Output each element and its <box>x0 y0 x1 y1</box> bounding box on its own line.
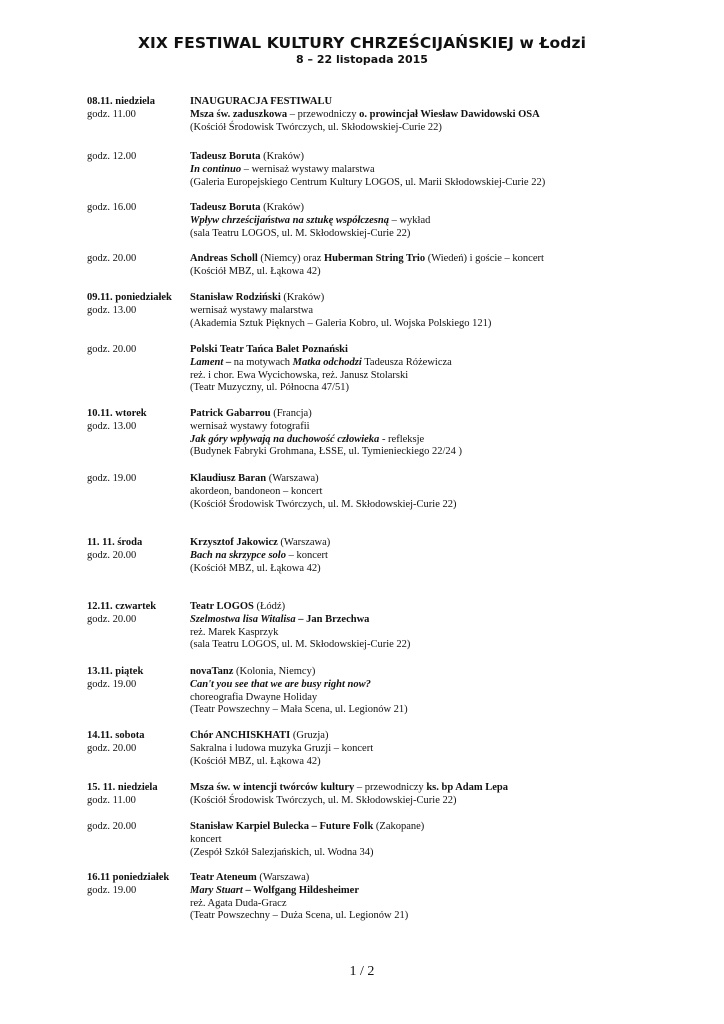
event-line <box>190 821 710 834</box>
event-time: godz. 20.00 <box>87 821 137 832</box>
event-line <box>190 499 710 512</box>
event-description <box>190 473 710 511</box>
event-date-time <box>87 253 187 266</box>
event-text: Patrick Gabarrou <box>190 408 271 419</box>
event-line <box>190 215 710 228</box>
event-day: 11. 11. środa <box>87 537 143 548</box>
event-line <box>190 164 710 177</box>
event-date-time <box>87 473 187 486</box>
event-line <box>190 782 710 795</box>
event-text: Chór ANCHISKHATI <box>190 730 291 741</box>
event-line <box>190 357 710 370</box>
event-line <box>190 795 710 808</box>
event-date-time <box>87 537 187 563</box>
event-text: koncert <box>190 833 222 845</box>
event-time: godz. 19.00 <box>87 678 137 690</box>
event-text: Huberman String Trio <box>323 253 426 264</box>
event-line <box>190 318 710 331</box>
event-line <box>190 305 710 318</box>
event-text: o. prowincjał Wiesław Dawidowski OSA <box>359 108 540 120</box>
event-time: godz. 12.00 <box>87 151 137 162</box>
event-text: (Kościół MBZ, ul. Łąkowa 42) <box>190 755 321 767</box>
event-text: Stanisław Karpiel Bulecka – Future Folk <box>190 821 374 832</box>
event-time: godz. 20.00 <box>87 253 137 264</box>
event-text: Wpływ chrześcijaństwa na sztukę współczesną <box>190 214 389 226</box>
event-text: – wykład <box>388 214 431 226</box>
event-description <box>190 408 710 459</box>
event-line <box>190 382 710 395</box>
event-day: 12.11. czwartek <box>87 601 157 612</box>
page-number: 1 / 2 <box>349 964 375 979</box>
event-text: (Wiedeń) i goście – koncert <box>425 253 544 264</box>
event-date-time <box>87 601 187 627</box>
event-description <box>190 730 710 768</box>
event-line <box>190 550 710 563</box>
event-text: Mary Stuart <box>190 884 243 896</box>
event-text: Klaudiusz Baran <box>190 473 267 484</box>
event-text: Tadeusz Boruta <box>190 151 261 162</box>
event-text: Lament <box>190 356 224 368</box>
event-text: - refleksje <box>379 433 425 445</box>
event-day: 15. 11. niedziela <box>87 782 158 793</box>
event-text: – koncert <box>285 549 328 561</box>
event-text: – <box>223 356 234 368</box>
event-line <box>190 614 710 627</box>
event-text: (Gruzja) <box>290 730 329 741</box>
event-line <box>190 151 710 164</box>
event-text: – przewodniczy <box>287 108 360 120</box>
event-text: Teatr Ateneum <box>190 872 257 883</box>
event-date-time <box>87 292 187 318</box>
event-description <box>190 202 710 240</box>
event-description <box>190 666 710 717</box>
event-line <box>190 666 710 679</box>
event-date-time <box>87 666 187 692</box>
event-text: (Kolonia, Niemcy) <box>233 666 316 677</box>
event-text: (Kościół Środowisk Twórczych, ul. Skłodowskiej-Curie 22) <box>190 121 442 133</box>
event-line <box>190 292 710 305</box>
event-description <box>190 151 710 189</box>
event-text: INAUGURACJA FESTIWALU <box>190 96 333 107</box>
page-subtitle: 8 – 22 listopada 2015 <box>296 53 428 66</box>
event-text: Bach na skrzypce solo <box>190 549 286 561</box>
event-text: wernisaż wystawy malarstwa <box>190 304 314 316</box>
event-text: Tadeusza Różewicza <box>361 356 452 368</box>
event-date-time <box>87 151 187 164</box>
event-text: (Kraków) <box>260 202 304 213</box>
event-description <box>190 253 710 279</box>
event-description <box>190 601 710 652</box>
event-day: 14.11. sobota <box>87 730 145 741</box>
event-text: Andreas Scholl <box>190 253 258 264</box>
event-line <box>190 756 710 769</box>
event-date-time <box>87 344 187 357</box>
event-time: godz. 19.00 <box>87 884 137 896</box>
event-description <box>190 96 710 134</box>
event-text: Krzysztof Jakowicz <box>190 537 278 548</box>
event-text: reż. Agata Duda-Gracz <box>190 897 287 909</box>
event-line <box>190 344 710 357</box>
event-text: Msza św. zaduszkowa <box>190 108 288 120</box>
event-day: 08.11. niedziela <box>87 96 155 107</box>
event-text: (Kościół Środowisk Twórczych, ul. M. Skłodowskiej-Curie 22) <box>190 794 457 806</box>
event-line <box>190 486 710 499</box>
event-text: (Kościół Środowisk Twórczych, ul. M. Skłodowskiej-Curie 22) <box>190 498 457 510</box>
event-line <box>190 177 710 190</box>
event-time: godz. 20.00 <box>87 742 137 754</box>
event-text: – Jan Brzechwa <box>295 613 370 625</box>
event-day: 13.11. piątek <box>87 666 144 677</box>
event-description <box>190 292 710 330</box>
event-time: godz. 13.00 <box>87 420 137 432</box>
event-text: In continuo <box>190 163 242 175</box>
event-line <box>190 704 710 717</box>
event-line <box>190 743 710 756</box>
event-line <box>190 847 710 860</box>
event-time: godz. 20.00 <box>87 549 137 561</box>
event-line <box>190 266 710 279</box>
event-text: (Warszawa) <box>256 872 310 883</box>
event-line <box>190 563 710 576</box>
event-text: Teatr LOGOS <box>190 601 254 612</box>
event-description <box>190 537 710 575</box>
event-date-time <box>87 730 187 756</box>
event-time: godz. 16.00 <box>87 202 137 213</box>
event-text: (Łódź) <box>253 601 286 612</box>
event-day: 10.11. wtorek <box>87 408 147 419</box>
event-text: Sakralna i ludowa muzyka Gruzji – koncert <box>190 742 374 754</box>
event-text: (Zespół Szkół Salezjańskich, ul. Wodna 34) <box>190 846 374 858</box>
event-line <box>190 898 710 911</box>
event-description <box>190 821 710 859</box>
event-line <box>190 537 710 550</box>
event-text: wernisaż wystawy fotografii <box>190 420 310 432</box>
event-line <box>190 96 710 109</box>
event-text: (Kraków) <box>280 292 325 303</box>
event-line <box>190 408 710 421</box>
event-line <box>190 872 710 885</box>
event-text: (Warszawa) <box>277 537 331 548</box>
event-day: 09.11. poniedziałek <box>87 292 172 303</box>
event-text: – wernisaż wystawy malarstwa <box>241 163 375 175</box>
event-text: – przewodniczy <box>354 782 427 793</box>
event-description <box>190 872 710 923</box>
event-time: godz. 11.00 <box>87 794 136 806</box>
page-title: XIX FESTIWAL KULTURY CHRZEŚCIJAŃSKIEJ w Łodzi <box>137 34 586 52</box>
event-date-time <box>87 821 187 834</box>
event-line <box>190 202 710 215</box>
event-text: (sala Teatru LOGOS, ul. M. Skłodowskiej-Curie 22) <box>190 639 411 651</box>
event-text: Matka odchodzi <box>292 356 362 368</box>
event-line <box>190 679 710 692</box>
event-date-time <box>87 872 187 898</box>
event-text: (Kościół MBZ, ul. Łąkowa 42) <box>190 562 321 574</box>
event-time: godz. 11.00 <box>87 108 136 120</box>
event-line <box>190 730 710 743</box>
event-day: 16.11 poniedziałek <box>87 872 170 883</box>
event-text: (Teatr Powszechny – Mała Scena, ul. Legionów 21) <box>190 704 408 716</box>
event-line <box>190 639 710 652</box>
event-line <box>190 601 710 614</box>
event-text: choreografia Dwayne Holiday <box>190 691 318 703</box>
event-text: reż. i chor. Ewa Wycichowska, reż. Janusz Stolarski <box>190 369 409 381</box>
event-line <box>190 434 710 447</box>
event-text: (Warszawa) <box>266 473 319 484</box>
event-line <box>190 109 710 122</box>
event-text: (Francja) <box>270 408 312 419</box>
event-time: godz. 20.00 <box>87 613 137 625</box>
event-time: godz. 20.00 <box>87 344 137 355</box>
event-text: (Zakopane) <box>373 821 425 832</box>
event-text: ks. bp Adam Lepa <box>426 782 509 793</box>
event-line <box>190 885 710 898</box>
event-text: (Kościół MBZ, ul. Łąkowa 42) <box>190 265 321 277</box>
event-text: (Budynek Fabryki Grohmana, ŁSSE, ul. Tymienieckiego 22/24 ) <box>190 446 463 458</box>
event-line <box>190 122 710 135</box>
event-line <box>190 370 710 383</box>
event-text: – Wolfgang Hildesheimer <box>242 884 359 896</box>
event-time: godz. 13.00 <box>87 304 137 316</box>
event-text: (Akademia Sztuk Pięknych – Galeria Kobro, ul. Wojska Polskiego 121) <box>190 317 492 329</box>
event-text: Stanisław Rodziński <box>190 292 281 303</box>
event-text: reż. Marek Kasprzyk <box>190 626 279 638</box>
event-text: Polski Teatr Tańca Balet Poznański <box>190 344 348 355</box>
event-line <box>190 253 710 266</box>
event-description <box>190 782 710 808</box>
event-date-time <box>87 782 187 808</box>
event-line <box>190 228 710 241</box>
event-line <box>190 421 710 434</box>
event-text: Szelmostwa lisa Witalisa <box>190 613 296 625</box>
event-text: Jak góry wpływają na duchowość człowieka <box>190 433 380 445</box>
event-text: Can't you see that we are busy right now? <box>190 678 371 690</box>
event-text: (Galeria Europejskiego Centrum Kultury LOGOS, ul. Marii Skłodowskiej-Curie 22) <box>190 176 546 188</box>
event-date-time <box>87 408 187 434</box>
event-text: novaTanz <box>190 666 234 677</box>
event-description <box>190 344 710 395</box>
event-date-time <box>87 96 187 122</box>
event-line <box>190 692 710 705</box>
event-line <box>190 910 710 923</box>
event-text: na motywach <box>233 356 293 368</box>
event-line <box>190 627 710 640</box>
event-line <box>190 446 710 459</box>
event-line <box>190 473 710 486</box>
event-text: Msza św. w intencji twórców kultury <box>190 782 355 793</box>
event-text: (Niemcy) oraz <box>257 253 324 264</box>
event-time: godz. 19.00 <box>87 473 137 484</box>
event-text: (sala Teatru LOGOS, ul. M. Skłodowskiej-Curie 22) <box>190 227 411 239</box>
event-text: akordeon, bandoneon – koncert <box>190 485 323 497</box>
event-text: Tadeusz Boruta <box>190 202 261 213</box>
event-date-time <box>87 202 187 215</box>
event-text: (Kraków) <box>260 151 304 162</box>
event-line <box>190 834 710 847</box>
event-text: (Teatr Powszechny – Duża Scena, ul. Legionów 21) <box>190 910 409 922</box>
event-text: (Teatr Muzyczny, ul. Północna 47/51) <box>190 382 349 394</box>
